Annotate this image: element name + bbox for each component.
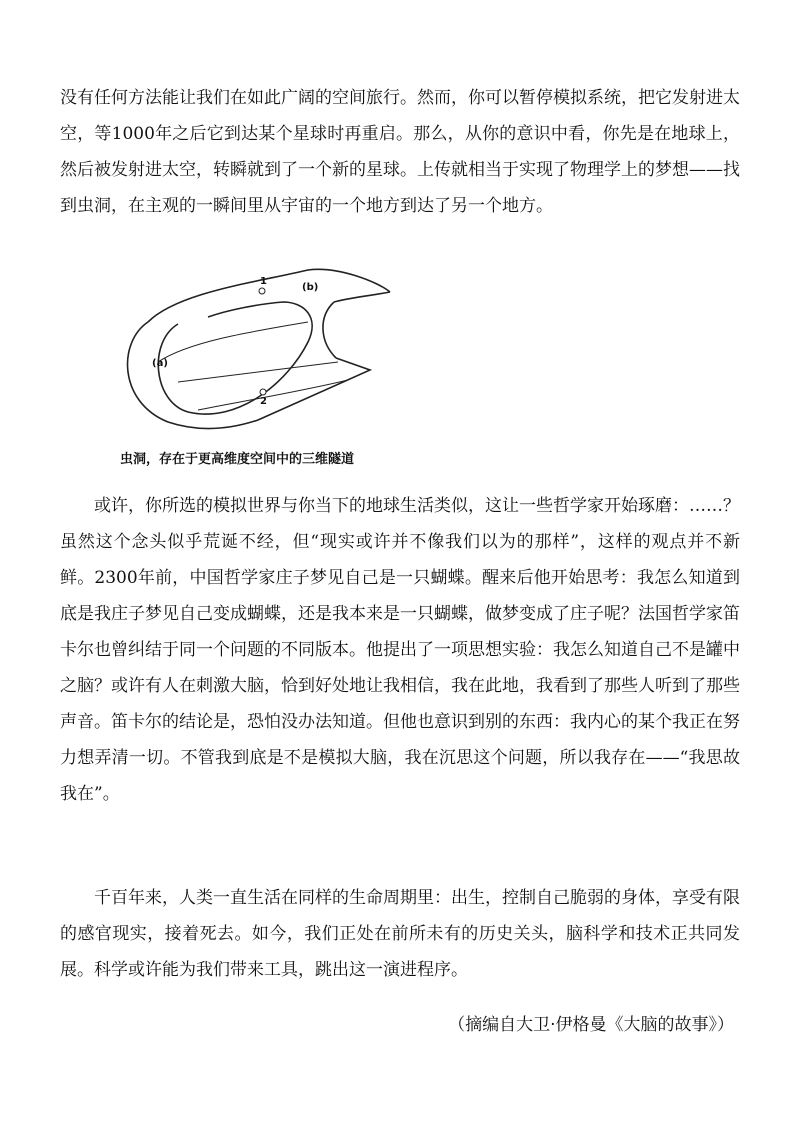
label-b: (b) <box>302 282 319 293</box>
label-a: (a) <box>152 358 168 369</box>
label-point-2: 2 <box>260 396 267 407</box>
wormhole-figure <box>108 262 398 462</box>
paragraph-3: 千百年来，人类一直生活在同样的生命周期里：出生，控制自己脆弱的身体，享受有限的感官现实，接着死去。如今，我们正处在前所未有的历史关头，脑科学和技术正共同发展。科学或许能为我们带来工具，跳出这一演进程序。 <box>60 888 740 980</box>
figure-caption: 虫洞，存在于更高维度空间中的三维隧道 <box>120 452 355 467</box>
paragraph-1: 没有任何方法能让我们在如此广阔的空间旅行。然而，你可以暂停模拟系统，把它发射进太空，等1000年之后它到达某个星球时再重启。那么，从你的意识中看，你先是在地球上，然后被发射进太空，转瞬就到了一个新的星球。上传就相当于实现了物理学上的梦想——找到虫洞，在主观的一瞬间里从宇宙的一个地方到达了另一个地方。 <box>60 88 740 216</box>
source-citation: （摘编自大卫·伊格曼《大脑的故事》） <box>448 1015 734 1035</box>
label-point-1: 1 <box>260 276 267 287</box>
paragraph-2: 或许，你所选的模拟世界与你当下的地球生活类似，这让一些哲学家开始琢磨：……？虽然这个念头似乎荒诞不经，但“现实或许并不像我们以为的那样”，这样的观点并不新鲜。2300年前，中国哲学家庄子梦见自己是一只蝴蝶。醒来后他开始思考：我怎么知道到底是我庄子梦见自己变成蝴蝶，还是我本来是一只蝴蝶，做梦变成了庄子呢？法国哲学家笛卡尔也曾纠结于同一个问题的不同版本。他提出了一项思想实验：我怎么知道自己不是罐中之脑？或许有人在刺激大脑，恰到好处地让我相信，我在此地，我看到了那些人听到了那些声音。笛卡尔的结论是，恐怕没办法知道。但他也意识到别的东西：我内心的某个我正在努力想弄清一切。不管我到底是不是模拟大脑，我在沉思这个问题，所以我存在——“我思故我在”。 <box>60 496 740 804</box>
